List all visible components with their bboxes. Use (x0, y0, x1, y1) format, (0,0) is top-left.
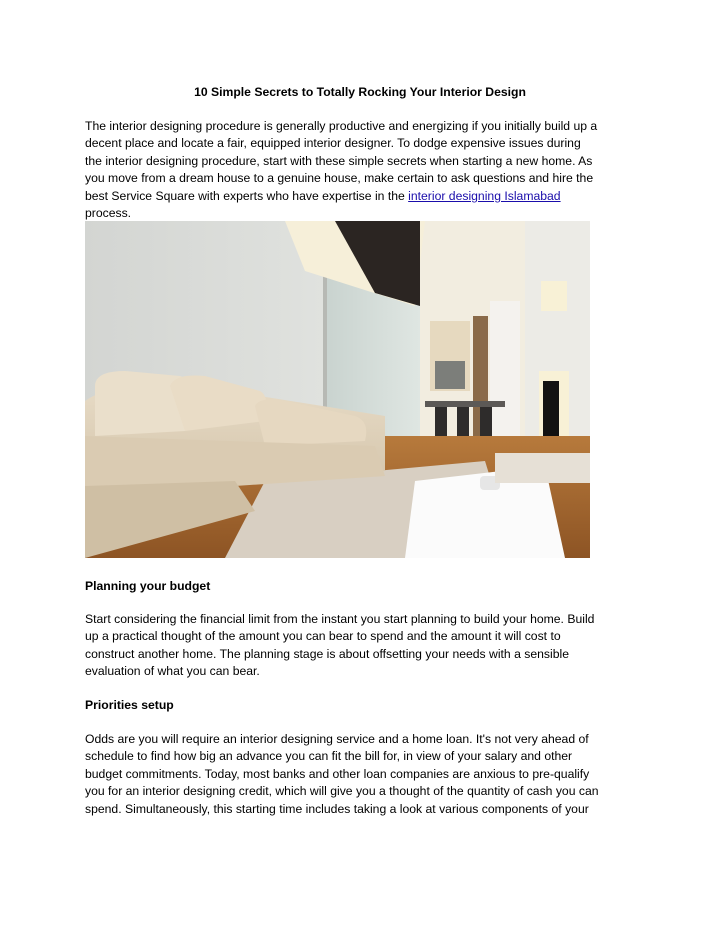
intro-line-prefix: best Service Square with experts who have expertise in the (85, 188, 409, 203)
budget-line: construct another home. The planning stage is about offsetting your needs with a sensible (85, 646, 569, 661)
section-heading-priorities: Priorities setup (85, 698, 174, 712)
budget-paragraph (85, 611, 645, 681)
budget-line: up a practical thought of the amount you can bear to spend and the amount it will cost to (85, 629, 561, 644)
budget-line: evaluation of what you can bear. (85, 664, 260, 679)
intro-line: decent place and locate a fair, equipped interior designer. To dodge expensive issues during (85, 136, 581, 151)
priorities-line: schedule to find how big an advance you can fit the bill for, in view of your salary and other (85, 749, 573, 764)
intro-line: you move from a dream house to a genuine house, make certain to ask questions and hire the (85, 171, 594, 186)
intro-line: the interior designing procedure, start with these simple secrets when starting a new home. As (85, 153, 593, 168)
living-room-photo (85, 221, 590, 558)
budget-line: Start considering the financial limit from the instant you start planning to build your home. Build (85, 612, 595, 626)
priorities-line: you for an interior designing credit, which will give you a thought of the quantity of cash you can (85, 784, 599, 799)
priorities-line: budget commitments. Today, most banks and other loan companies are anxious to pre-qualify (85, 766, 590, 781)
intro-closing: process. (85, 206, 132, 221)
intro-line: The interior designing procedure is generally productive and energizing if you initially build up a (85, 119, 598, 133)
section-heading-budget: Planning your budget (85, 579, 211, 593)
priorities-paragraph (85, 731, 645, 818)
interior-designing-link[interactable]: interior designing Islamabad (408, 188, 561, 203)
intro-line (85, 188, 645, 205)
document-title: 10 Simple Secrets to Totally Rocking Your Interior Design (194, 85, 526, 99)
priorities-line: spend. Simultaneously, this starting time includes taking a look at various components of your (85, 801, 589, 816)
intro-paragraph (85, 118, 645, 222)
priorities-line: Odds are you will require an interior designing service and a home loan. It's not very ahead of (85, 732, 589, 746)
